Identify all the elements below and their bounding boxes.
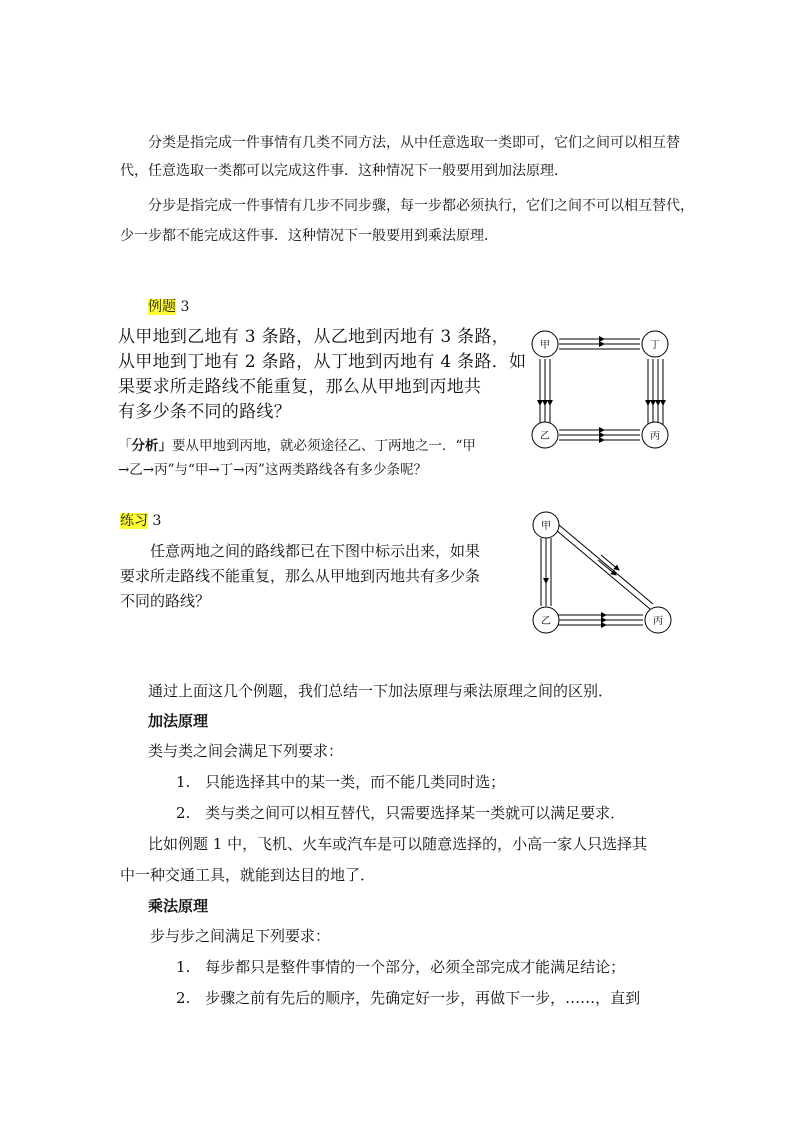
analysis-text1: 要从甲地到丙地，就必须途径乙、丁两地之一．“甲 [172,438,476,454]
node-yi-label: 乙 [540,431,550,442]
mul-principle-req: 步与步之间满足下列要求： [150,927,331,945]
example-line3: 果要求所走路线不能重复，那么从甲地到丙地共 [118,377,482,397]
add-principle-req: 类与类之间会满足下列要求： [148,742,344,760]
add-item [176,771,505,793]
node-bing-label: 丙 [653,616,663,627]
mul-principle-title: 乘法原理 [148,897,209,915]
add-item-text: 只能选择其中的某一类，而不能几类同时选； [205,773,506,791]
add-example-line2: 中一种交通工具，就能到达目的地了． [120,866,376,884]
summary-intro: 通过上面这几个例题，我们总结一下加法原理与乘法原理之间的区别． [148,682,614,700]
add-item-num: 2. [176,804,191,822]
practice-line1: 任意两地之间的路线都已在下图中标示出来，如果 [150,542,481,560]
example-label: 例题 [148,299,176,315]
roads-jia-yi [541,538,551,606]
practice-line3: 不同的路线？ [120,592,211,610]
intro-p2-line1: 分步是指完成一件事情有几步不同步骤，每一步都必须执行，它们之间不可以相互替代， [148,198,694,214]
add-principle-title: 加法原理 [148,712,209,730]
intro-p2-line2: 少一步都不能完成这件事．这种情况下一般要用到乘法原理． [120,228,498,244]
analysis-bracket: 「 [118,438,132,454]
node-ding-label: 丁 [650,340,660,351]
mul-item-text: 每步都只是整件事情的一个部分，必须全部完成才能满足结论； [205,958,626,976]
mul-item [176,987,640,1009]
route-diagram-practice3 [528,508,678,638]
node-jia-label: 甲 [541,521,551,532]
node-bing-label: 丙 [650,431,660,442]
intro-p1-line2: 代，任意选取一类都可以完成这件事．这种情况下一般要用到加法原理． [120,163,568,179]
practice-number: 3 [152,513,162,529]
practice-label: 练习 [120,513,148,529]
analysis-line2: →乙→丙”与“甲→丁→丙”这两类路线各有多少条呢？ [118,462,427,478]
example-number: 3 [180,299,190,315]
route-diagram-example3 [526,325,676,455]
practice-heading [120,511,161,531]
example-heading [148,297,189,317]
analysis-label: 分析」 [131,438,172,454]
add-item [176,802,625,824]
roads-ding-bing [648,359,663,425]
practice-line2: 要求所走路线不能重复，那么从甲地到丙地共有多少条 [120,567,481,585]
add-item-num: 1. [176,773,191,791]
example-line1: 从甲地到乙地有 3 条路，从乙地到丙地有 3 条路， [118,327,510,347]
add-example-line1: 比如例题 1 中，飞机、火车或汽车是可以随意选择的，小高一家人只选择其 [148,835,648,853]
mul-item-num: 1. [176,958,191,976]
roads-yi-bing [558,615,643,625]
mul-item-num: 2. [176,989,191,1007]
analysis-line1 [118,436,476,456]
roads-jia-ding [559,339,640,349]
roads-jia-bing [556,525,653,609]
add-item-text: 类与类之间可以相互替代，只需要选择某一类就可以满足要求． [205,804,626,822]
mul-item [176,956,625,978]
example-line2: 从甲地到丁地有 2 条路，从丁地到丙地有 4 条路．如 [118,352,527,372]
roads-yi-bing [559,430,640,440]
roads-jia-yi [540,359,550,425]
mul-item-text: 步骤之前有先后的顺序，先确定好一步，再做下一步，……，直到 [205,989,641,1007]
node-jia-label: 甲 [540,340,550,351]
example-line4: 有多少条不同的路线？ [118,402,291,422]
intro-p1-line1: 分类是指完成一件事情有几类不同方法，从中任意选取一类即可，它们之间可以相互替 [148,135,680,151]
node-yi-label: 乙 [541,616,551,627]
